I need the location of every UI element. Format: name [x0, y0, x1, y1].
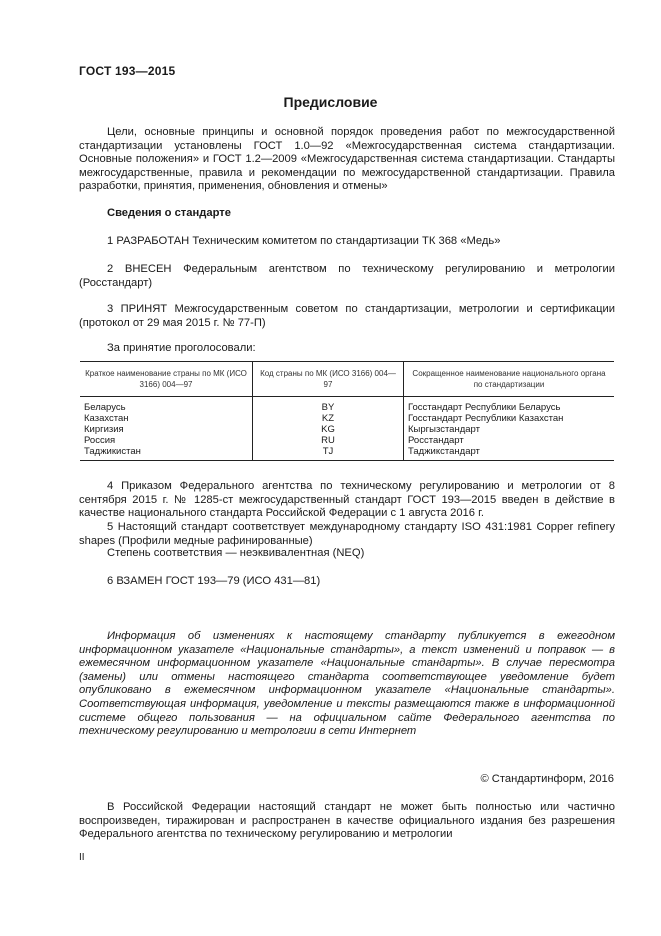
intro-paragraph: Цели, основные принципы и основной порядок проведения работ по межгосударственной стандартизации установлены ГОСТ 1.0—92 «Межгосударственная система стандартизации. Основные положения» и ГОСТ 1.2—2009 «Межгосударственная система стандартизации. Стандарты межгосударственные, правила и рекомендации по межгосударственной стандартизации. Правила разработки, принятия, применения, обновления и отмены»: [79, 126, 615, 193]
header-national-body: Сокращенное наименование национального органа по стандартизации: [404, 362, 615, 397]
page-number: II: [79, 852, 85, 863]
table-row: [80, 424, 614, 435]
table-row: [80, 446, 614, 461]
changes-info-notice: Информация об изменениях к настоящему стандарту публикуется в ежегодном информационном указателе «Национальные стандарты», а текст изменений и поправок — в ежемесячном информационном указателе «Национальные стандарты». В случае пересмотра (замены) или отмены настоящего стандарта соответствующее уведомление будет опубликовано в ежемесячном информационном указателе «Национальные стандарты». Соответствующая информация, уведомление и тексты размещаются также в информационной системе общего пользования — на официальном сайте Федерального агентства по техническому регулированию и метрологии в сети Интернет: [79, 630, 615, 738]
country-name-cell: Россия: [84, 435, 116, 446]
item-2-introduced: 2 ВНЕСЕН Федеральным агентством по техническому регулированию и метрологии (Росстандарт): [79, 263, 615, 289]
table-row: [80, 435, 614, 446]
country-name-cell: Беларусь: [84, 402, 126, 413]
votes-table: [80, 361, 614, 461]
page-title: Предисловие: [283, 94, 378, 110]
country-code-cell: RU: [253, 435, 404, 446]
item-3-adopted: 3 ПРИНЯТ Межгосударственным советом по стандартизации, метрологии и сертификации (протокол от 29 мая 2015 г. № 77-П): [79, 303, 615, 329]
header-country-name: Краткое наименование страны по МК (ИСО 3166) 004—97: [80, 362, 253, 397]
votes-caption: За принятие проголосовали:: [107, 342, 256, 354]
votes-table-header-row: [80, 362, 614, 397]
rights-notice: В Российской Федерации настоящий стандарт не может быть полностью или частично воспроизведен, тиражирован и распространен в качестве официального издания без разрешения Федерального агентства по техническому регулированию и метрологии: [79, 801, 615, 841]
national-body-cell: Таджикстандарт: [404, 446, 615, 461]
country-code-cell: KG: [253, 424, 404, 435]
country-code-cell: TJ: [253, 446, 404, 461]
country-code-cell: KZ: [253, 413, 404, 424]
national-body-cell: Росстандарт: [404, 435, 615, 446]
section-heading: Сведения о стандарте: [107, 207, 231, 219]
item-1-developed: 1 РАЗРАБОТАН Техническим комитетом по стандартизации ТК 368 «Медь»: [107, 235, 501, 247]
item-5-conformity: 5 Настоящий стандарт соответствует международному стандарту ISO 431:1981 Copper refinery shapes (Профили медные рафинированные): [79, 521, 615, 547]
national-body-cell: Госстандарт Республики Казахстан: [404, 413, 615, 424]
header-country-code: Код страны по МК (ИСО 3166) 004—97: [253, 362, 404, 397]
item-4-order: 4 Приказом Федерального агентства по техническому регулированию и метрологии от 8 сентября 2015 г. № 1285-ст межгосударственный стандарт ГОСТ 193—2015 введен в действие в качестве национального стандарта Российской Федерации с 1 августа 2016 г.: [79, 480, 615, 520]
national-body-cell: Кыргызстандарт: [404, 424, 615, 435]
item-5-degree: Степень соответствия — неэквивалентная (NEQ): [107, 547, 365, 559]
item-6-replaces: 6 ВЗАМЕН ГОСТ 193—79 (ИСО 431—81): [107, 575, 321, 587]
table-row: [80, 397, 614, 414]
table-row: [80, 413, 614, 424]
doc-code-header: ГОСТ 193—2015: [79, 64, 176, 78]
country-name-cell: Киргизия: [84, 424, 124, 435]
country-name-cell: Таджикистан: [80, 446, 253, 461]
national-body-cell: Госстандарт Республики Беларусь: [404, 397, 615, 414]
copyright: © Стандартинформ, 2016: [480, 773, 614, 785]
country-name-cell: Казахстан: [84, 413, 129, 424]
country-code-cell: BY: [253, 397, 404, 414]
